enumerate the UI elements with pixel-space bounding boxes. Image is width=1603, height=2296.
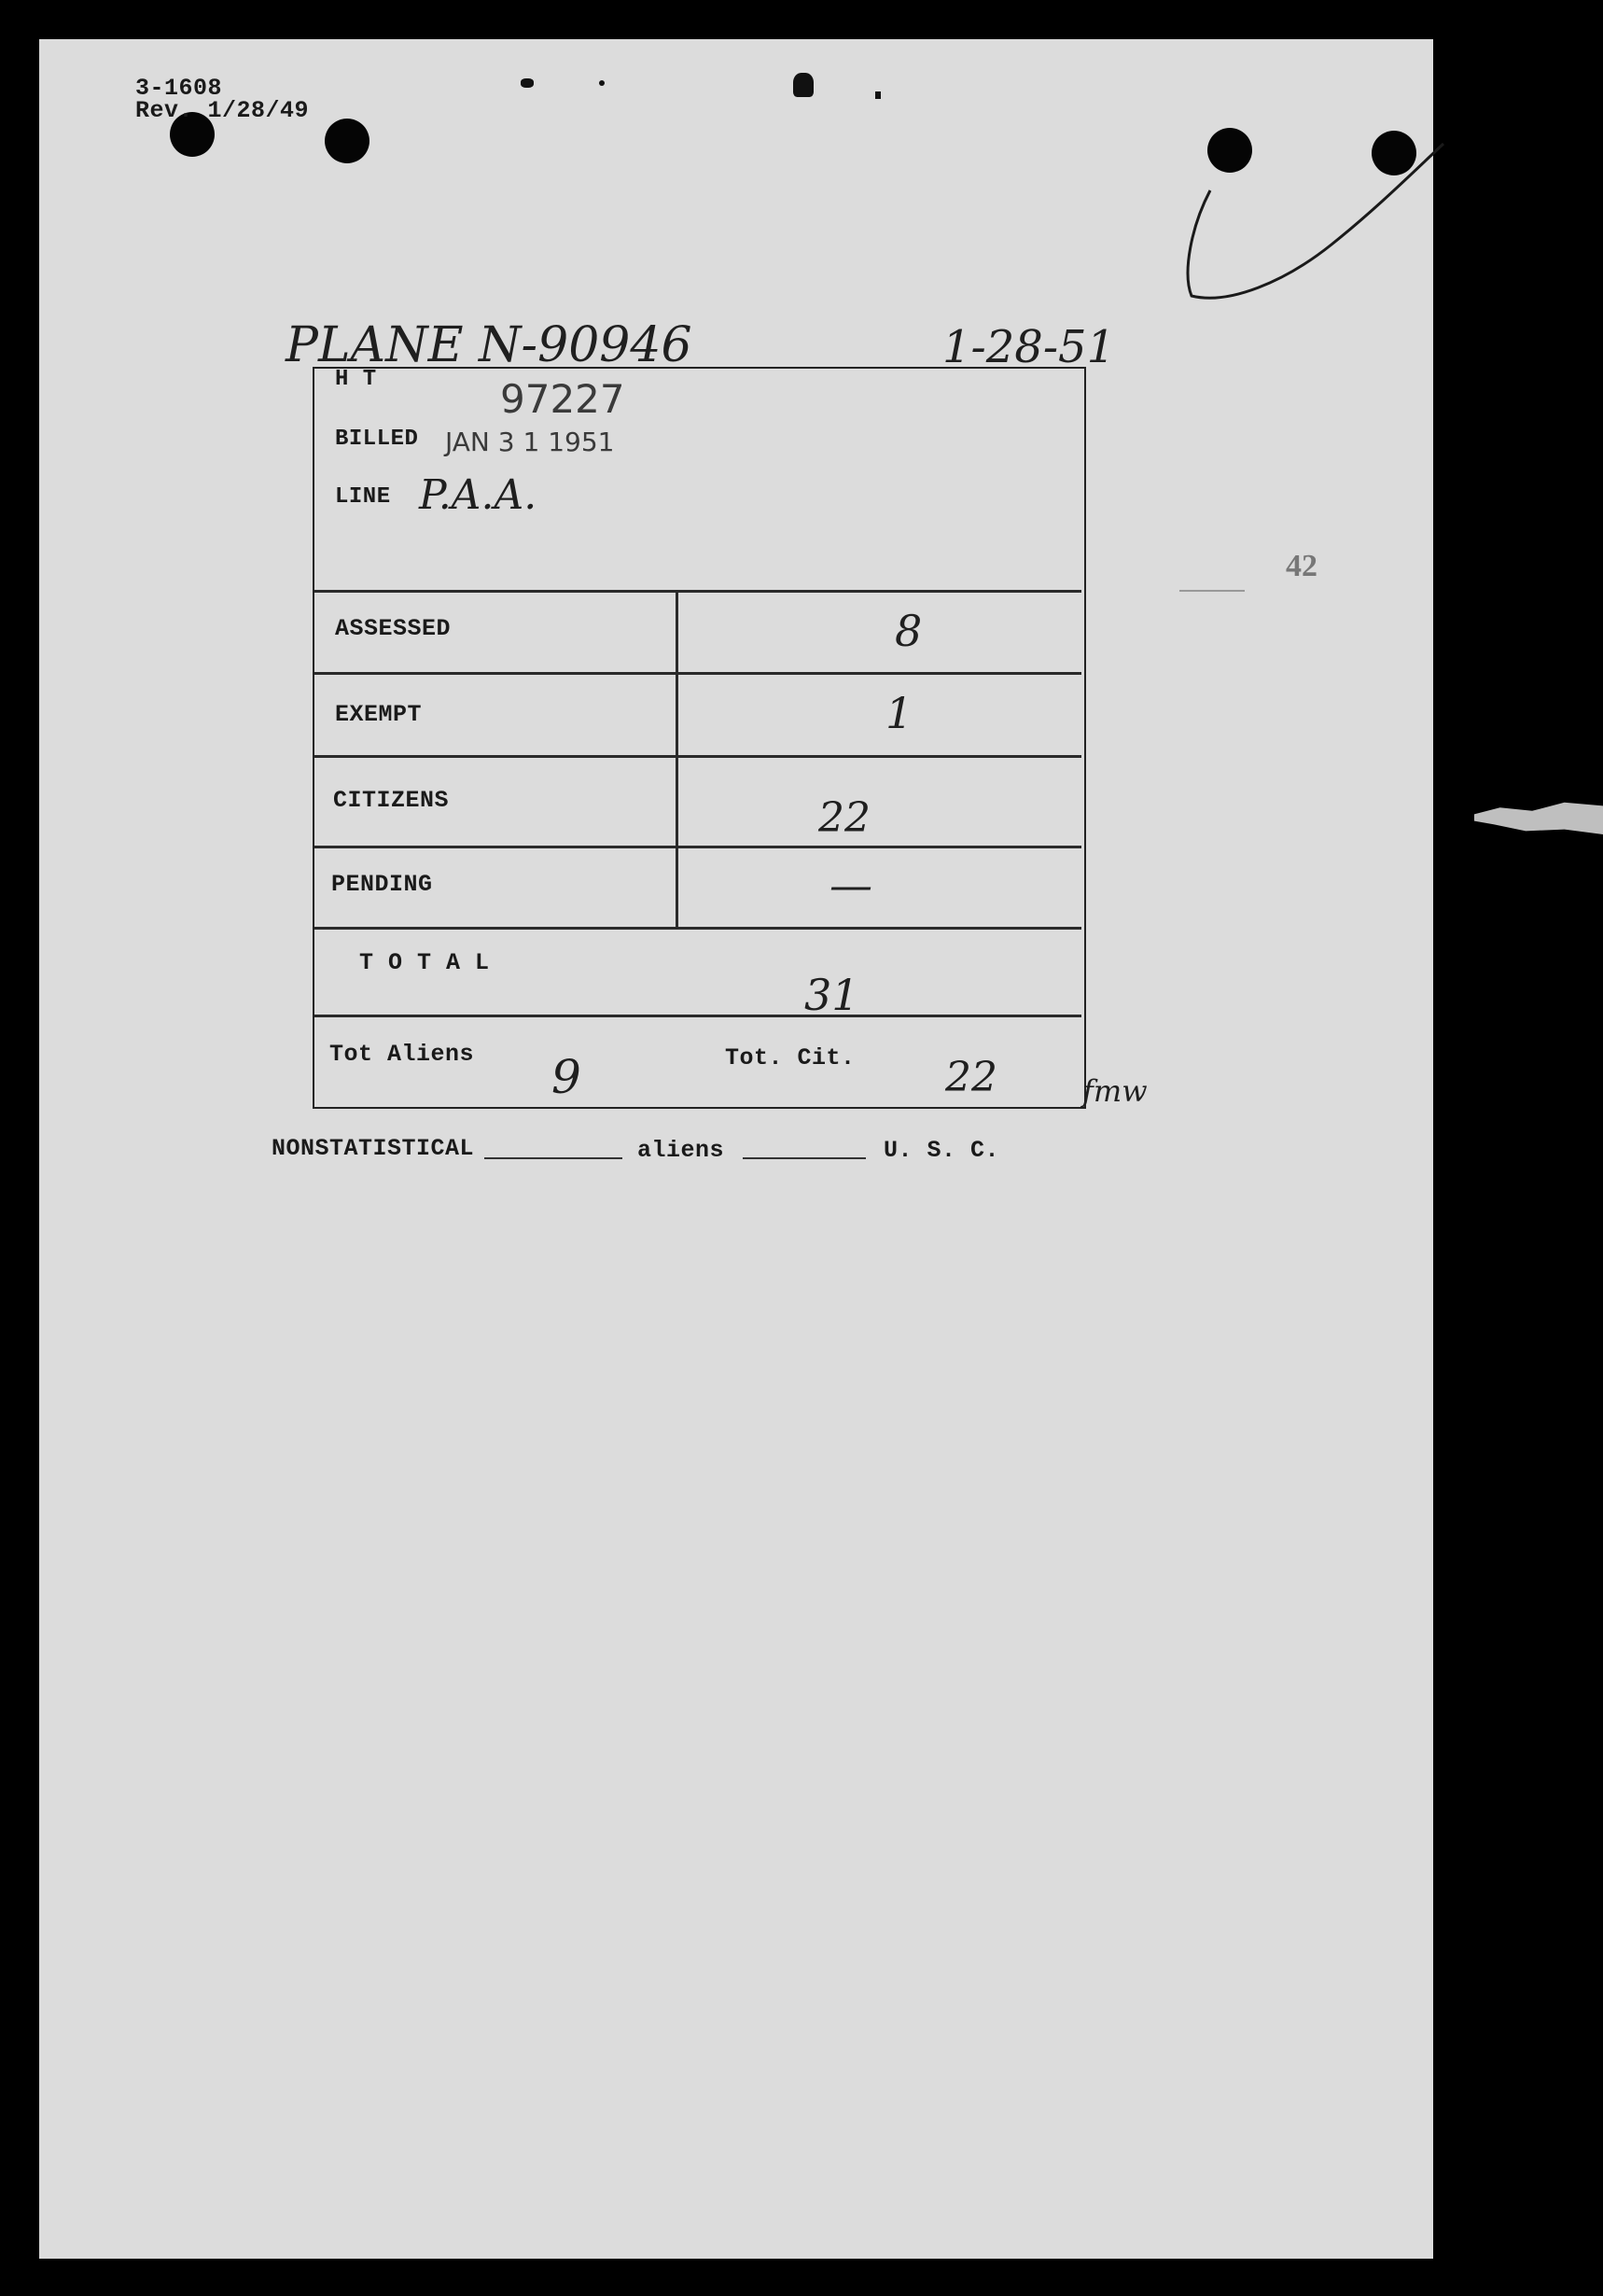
assessed-label: ASSESSED [335, 615, 452, 642]
exempt-value: 1 [885, 688, 913, 738]
billed-label: BILLED [335, 427, 419, 452]
divider [314, 672, 1081, 675]
handwritten-date: 1-28-51 [942, 321, 1116, 373]
citizens-value: 22 [818, 794, 871, 842]
tot-cit-value: 22 [945, 1054, 997, 1101]
citizens-label: CITIZENS [333, 787, 450, 814]
total-value: 31 [804, 970, 859, 1020]
billed-date-stamp: JAN 3 1 1951 [445, 427, 615, 457]
aliens-blank [743, 1157, 866, 1159]
torn-paper-fragment [1474, 801, 1603, 834]
print-mark-icon [521, 78, 534, 88]
tot-aliens-value: 9 [551, 1050, 581, 1104]
divider [314, 846, 1081, 848]
divider [314, 1015, 1081, 1017]
line-label: LINE [335, 484, 391, 510]
exempt-label: EXEMPT [335, 701, 423, 728]
tot-aliens-label: Tot Aliens [329, 1041, 475, 1068]
summary-form [313, 367, 1086, 1109]
revision-date: Rev. 1/28/49 [135, 97, 310, 124]
divider [314, 590, 1081, 593]
assessed-value: 8 [895, 606, 923, 656]
plane-number: PLANE N-90946 [286, 317, 692, 373]
divider [314, 927, 1081, 930]
print-mark-icon [793, 73, 814, 97]
line-value: P.A.A. [419, 471, 537, 519]
ht-label: H T [335, 367, 377, 392]
tot-cit-label: Tot. Cit. [725, 1044, 856, 1071]
pending-label: PENDING [331, 871, 433, 898]
initials: fmw [1082, 1073, 1148, 1109]
page-number-dash [1179, 590, 1245, 592]
nonstatistical-blank [484, 1157, 622, 1159]
form-number: 3-1608 [135, 75, 223, 102]
column-divider [676, 590, 678, 927]
punch-hole-icon [325, 119, 369, 163]
ht-number: 97227 [500, 376, 625, 422]
pending-value: — [829, 860, 872, 910]
print-mark-icon [599, 80, 605, 86]
divider [314, 755, 1081, 758]
nonstatistical-label: NONSTATISTICAL [272, 1135, 475, 1162]
print-mark-icon [875, 91, 881, 99]
usc-label: U. S. C. [884, 1137, 1000, 1164]
check-mark-icon [1173, 133, 1453, 357]
aliens-label: aliens [637, 1137, 725, 1164]
total-label: T O T A L [359, 949, 490, 976]
page-number: 42 [1286, 549, 1317, 583]
